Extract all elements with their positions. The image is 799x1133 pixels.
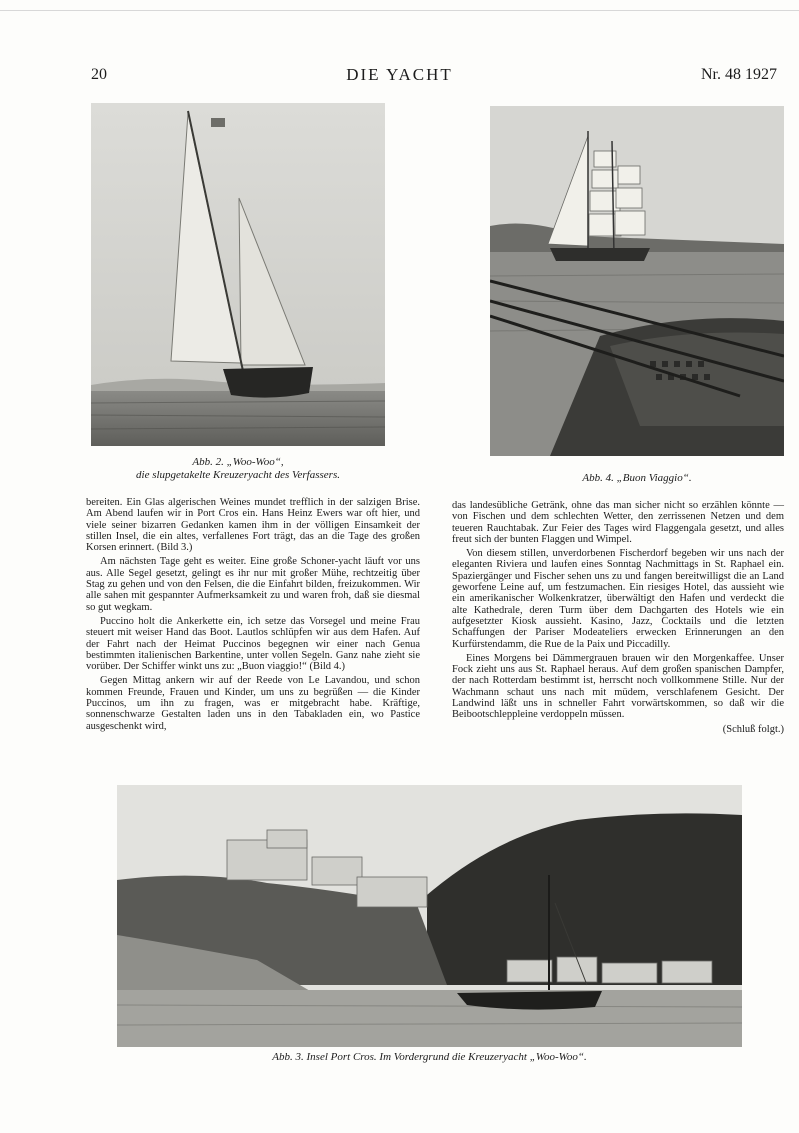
paragraph: das landesübliche Getränk, ohne das man sicher nicht so erzählen könnte — von Fischen und dem schlechten Wetter, den zerrissenen Netzen und dem teueren Rauchtabak. Zur Feier des Tages wird Flaggengala gesetzt, und alles freut sich der bunten Flaggen und Wimpel. — [452, 500, 784, 545]
journal-title: DIE YACHT — [346, 65, 453, 84]
caption-abb-2 — [91, 456, 385, 482]
continuation-note: (Schluß folgt.) — [722, 723, 784, 735]
caption-abb-3: Abb. 3. Insel Port Cros. Im Vordergrund die Kreuzeryacht „Woo-Woo“. — [272, 1051, 587, 1063]
top-rule — [0, 10, 799, 11]
caption-abb-2-line2: die slupgetakelte Kreuzeryacht des Verfassers. — [136, 469, 340, 481]
paragraph: bereiten. Ein Glas algerischen Weines mundet trefflich in der salzigen Brise. Am Abend laufen wir in Port Cros ein. Hans Heinz Ewers war oft hier, und viele seiner bizarren Gedanken kamen ihm in der völligen Einsamkeit der stillen Insel, die ein altes, verfallenes Fort trägt, das an die Tage des großen Korsen erinnert. (Bild 3.) — [86, 497, 420, 554]
caption-abb-4: Abb. 4. „Buon Viaggio“. — [582, 472, 692, 484]
paragraph: Puccino holt die Ankerkette ein, ich setze das Vorsegel und meine Frau steuert mit weiser Hand das Boot. Lautlos schlüpfen wir aus dem Hafen. Auf der Fahrt nach der Heimat Puccinos begegnen wir einer nach Genua bestimmten italienischen Barkentine, unter vollen Segeln. Ganz nahe zieht sie vorüber. Der Schiffer winkt uns zu: „Buon viaggio!“ (Bild 4.) — [86, 615, 420, 673]
photo-port-cros-island — [117, 785, 742, 1047]
paragraph: Am nächsten Tage geht es weiter. Eine große Schoner-yacht läuft vor uns aus. Alle Segel gesetzt, gelingt es ihr nur mit großer Mühe, rechtzeitig über Stag zu gehen und von den Felsen, die die Einfahrt bilden, freizukommen. Wir alle sahen mit gespannter Aufmerksamkeit zu und waren froh, daß sie diesmal so gut wegkam. — [86, 556, 420, 613]
photo-buon-viaggio-barkentine — [490, 106, 784, 456]
paragraph: Von diesem stillen, unverdorbenen Fischerdorf begeben wir uns nach der eleganten Riviera und laufen eines Sonntag Nachmittags in St. Raphael ein. Spaziergänger und Fischer sehen uns zu und fangen bereitwilligst die an Land geworfene Leine auf, um festzumachen. Ein riesiges Hotel, das aussieht wie ein amerikanischer Wolkenkratzer, überwältigt den Hafen und verdeckt die alte Kathedrale, deren Turm über dem Dachgarten des Hotels wie ein aufgesetzter Kiosk aussieht. Kasino, Jazz, Cocktails und die letzten Schaffungen der Pariser Modeateliers erwecken Erinnerungen an den Kurfürstendamm, die Rue de la Paix und Piccadilly. — [452, 548, 784, 650]
page-number: 20 — [91, 66, 107, 83]
text-column-right — [452, 500, 784, 738]
photo-woo-woo-sloop — [91, 103, 385, 446]
paragraph: Gegen Mittag ankern wir auf der Reede von Le Lavandou, und schon kommen Freunde, Frauen und Kinder, um uns zu begrüßen — die Kinder Puccinos, um ihn zu fragen, was er mitgebracht habe. Kräftige, sonnenschwarze Gestalten laden uns in den Tabakladen ein, wo Pastice ausgeschenkt wird, — [86, 675, 420, 732]
caption-abb-2-line1: Abb. 2. „Woo-Woo“, — [192, 456, 284, 468]
text-column-left — [86, 497, 420, 735]
issue-number: Nr. 48 1927 — [701, 66, 777, 83]
paragraph: Eines Morgens bei Dämmergrauen brauen wir den Morgenkaffee. Unser Fock zieht uns aus St. Raphael heraus. Auf dem großen spanischen Dampfer, der nach Rotterdam bestimmt ist, herrscht noch vollkommene Stille. Nur der Wachmann schaut uns nach mit müdem, verschlafenem Gesicht. Der Landwind läßt uns in schneller Fahrt vorwärtskommen, so daß wir die Beibootschleppleine verdoppeln müssen. — [452, 652, 784, 721]
